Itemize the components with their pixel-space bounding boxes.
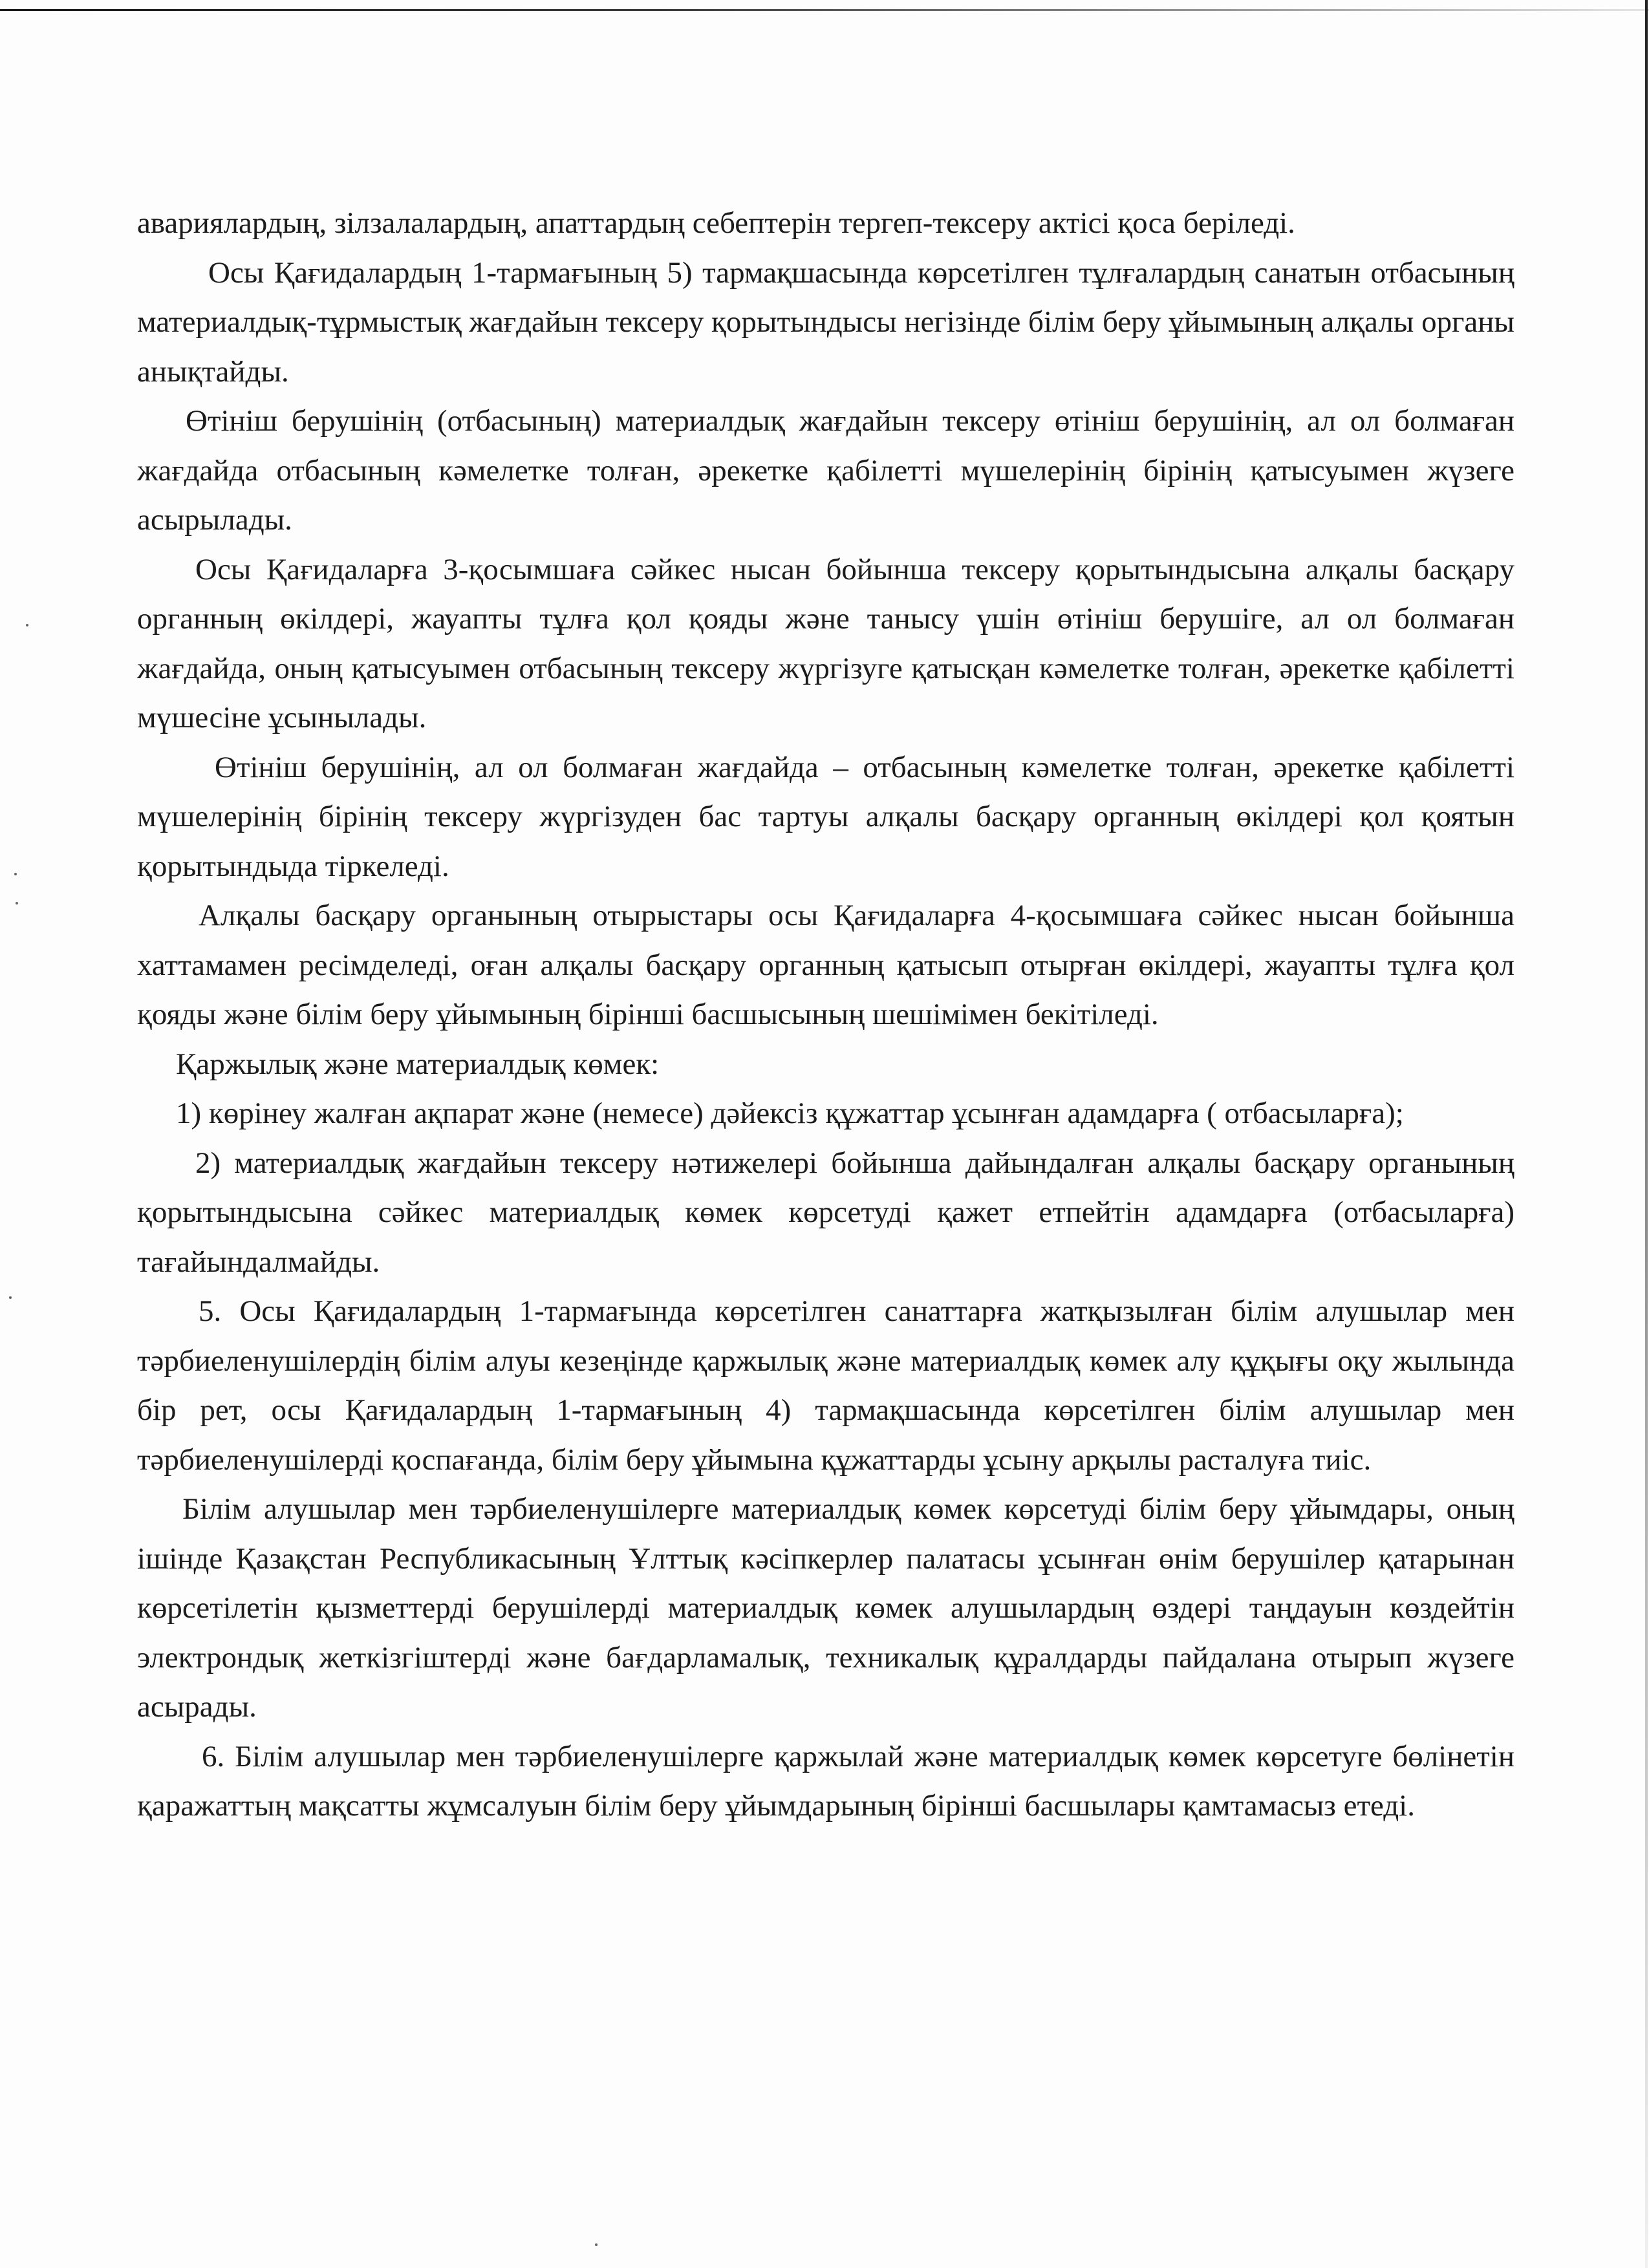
scan-speck xyxy=(16,902,18,904)
scan-speck xyxy=(9,1296,12,1299)
scan-speck xyxy=(26,624,28,626)
paragraph-category-determination: Осы Қағидалардың 1-тармағының 5) тармақшасында көрсетілген тұлғалардың санатын отбасының материалдық-тұрмыстық жағдайын тексеру қорытындысы негізінде білім беру ұйымының алқалы органы анықтайды. xyxy=(137,255,1514,389)
scan-speck xyxy=(14,873,17,875)
paragraph-continuation: авариялардың, зілзалалардың, апаттардың себептерін тергеп-тексеру актісі қоса беріледі. xyxy=(137,206,1295,240)
list-item-false-information: 1) көрінеу жалған ақпарат және (немесе) дәйексіз құжаттар ұсынған адамдарға ( отбасыларға); xyxy=(176,1097,1404,1130)
paragraph-section-5: 5. Осы Қағидалардың 1-тармағында көрсетілген санаттарға жатқызылған білім алушылар мен тәрбиеленушілердің білім алуы кезеңінде қаржылық және материалдық көмек алу құқығы оқу жылында бір рет, осы Қағидалардың 1-тармағының 4) тармақшасында көрсетілген білім алушылар мен тәрбиеленушілерді қоспағанда, білім беру ұйымына құжаттарды ұсыну арқылы расталуға тиіс. xyxy=(137,1294,1514,1477)
paragraph-inspection-conclusion: Осы Қағидаларға 3-қосымшаға сәйкес нысан бойынша тексеру қорытындысына алқалы басқару органның өкілдері, жауапты тұлға қол қояды және танысу үшін өтініш берушіге, ал ол болмаған жағдайда, оның қатысуымен отбасының тексеру жүргізуге қатысқан кәмелетке толған, әрекетке қабілетті мүшесіне ұсынылады. xyxy=(137,552,1514,734)
scan-top-edge xyxy=(0,9,1649,11)
paragraph-section-6: 6. Білім алушылар мен тәрбиеленушілерге қаржылай және материалдық көмек көрсетуге бөлінетін қаражаттың мақсатты жұмсалуын білім беру ұйымдарының бірінші басшылары қамтамасыз етеді. xyxy=(137,1739,1514,1823)
paragraph-inspection-refusal: Өтініш берушінің, ал ол болмаған жағдайда – отбасының кәмелетке толған, әрекетке қабілетті мүшелерінің бірінің тексеру жүргізуден бас тартуы алқалы басқару органның өкілдері қол қоятын қорытындыда тіркеледі. xyxy=(137,750,1514,883)
scan-right-edge xyxy=(1645,0,1648,2268)
paragraph-board-meetings: Алқалы басқару органының отырыстары осы Қағидаларға 4-қосымшаға сәйкес нысан бойынша хаттамамен ресімделеді, оған алқалы басқару органның қатысып отырған өкілдері, жауапты тұлға қол қояды және білім беру ұйымының бірінші басшысының шешімімен бекітіледі. xyxy=(137,899,1514,1031)
paragraph-aid-provision: Білім алушылар мен тәрбиеленушілерге материалдық көмек көрсетуді білім беру ұйымдары, оның ішінде Қазақстан Республикасының Ұлттық кәсіпкерлер палатасы ұсынған өнім берушілер қатарынан көрсетілетін қызметтерді берушілерді материалдық көмек алушылардың өздері таңдауын көздейтін электрондық жеткізгіштерді және бағдарламалық, техникалық құралдарды пайдалана отырып жүзеге асырады. xyxy=(137,1492,1514,1724)
list-item-no-need: 2) материалдық жағдайын тексеру нәтижелері бойынша дайындалған алқалы басқару органының қорытындысына сәйкес материалдық көмек көрсетуді қажет етпейтін адамдарға (отбасыларға) тағайындалмайды. xyxy=(137,1146,1514,1279)
document-body xyxy=(137,198,1514,1831)
scan-speck xyxy=(595,2243,598,2246)
paragraph-material-inspection: Өтініш берушінің (отбасының) материалдық жағдайын тексеру өтініш берушінің, ал ол болмаған жағдайда отбасының кәмелетке толған, әрекетке қабілетті мүшелерінің бірінің қатысуымен жүзеге асырылады. xyxy=(137,404,1514,537)
paragraph-aid-heading: Қаржылық және материалдық көмек: xyxy=(176,1047,660,1081)
